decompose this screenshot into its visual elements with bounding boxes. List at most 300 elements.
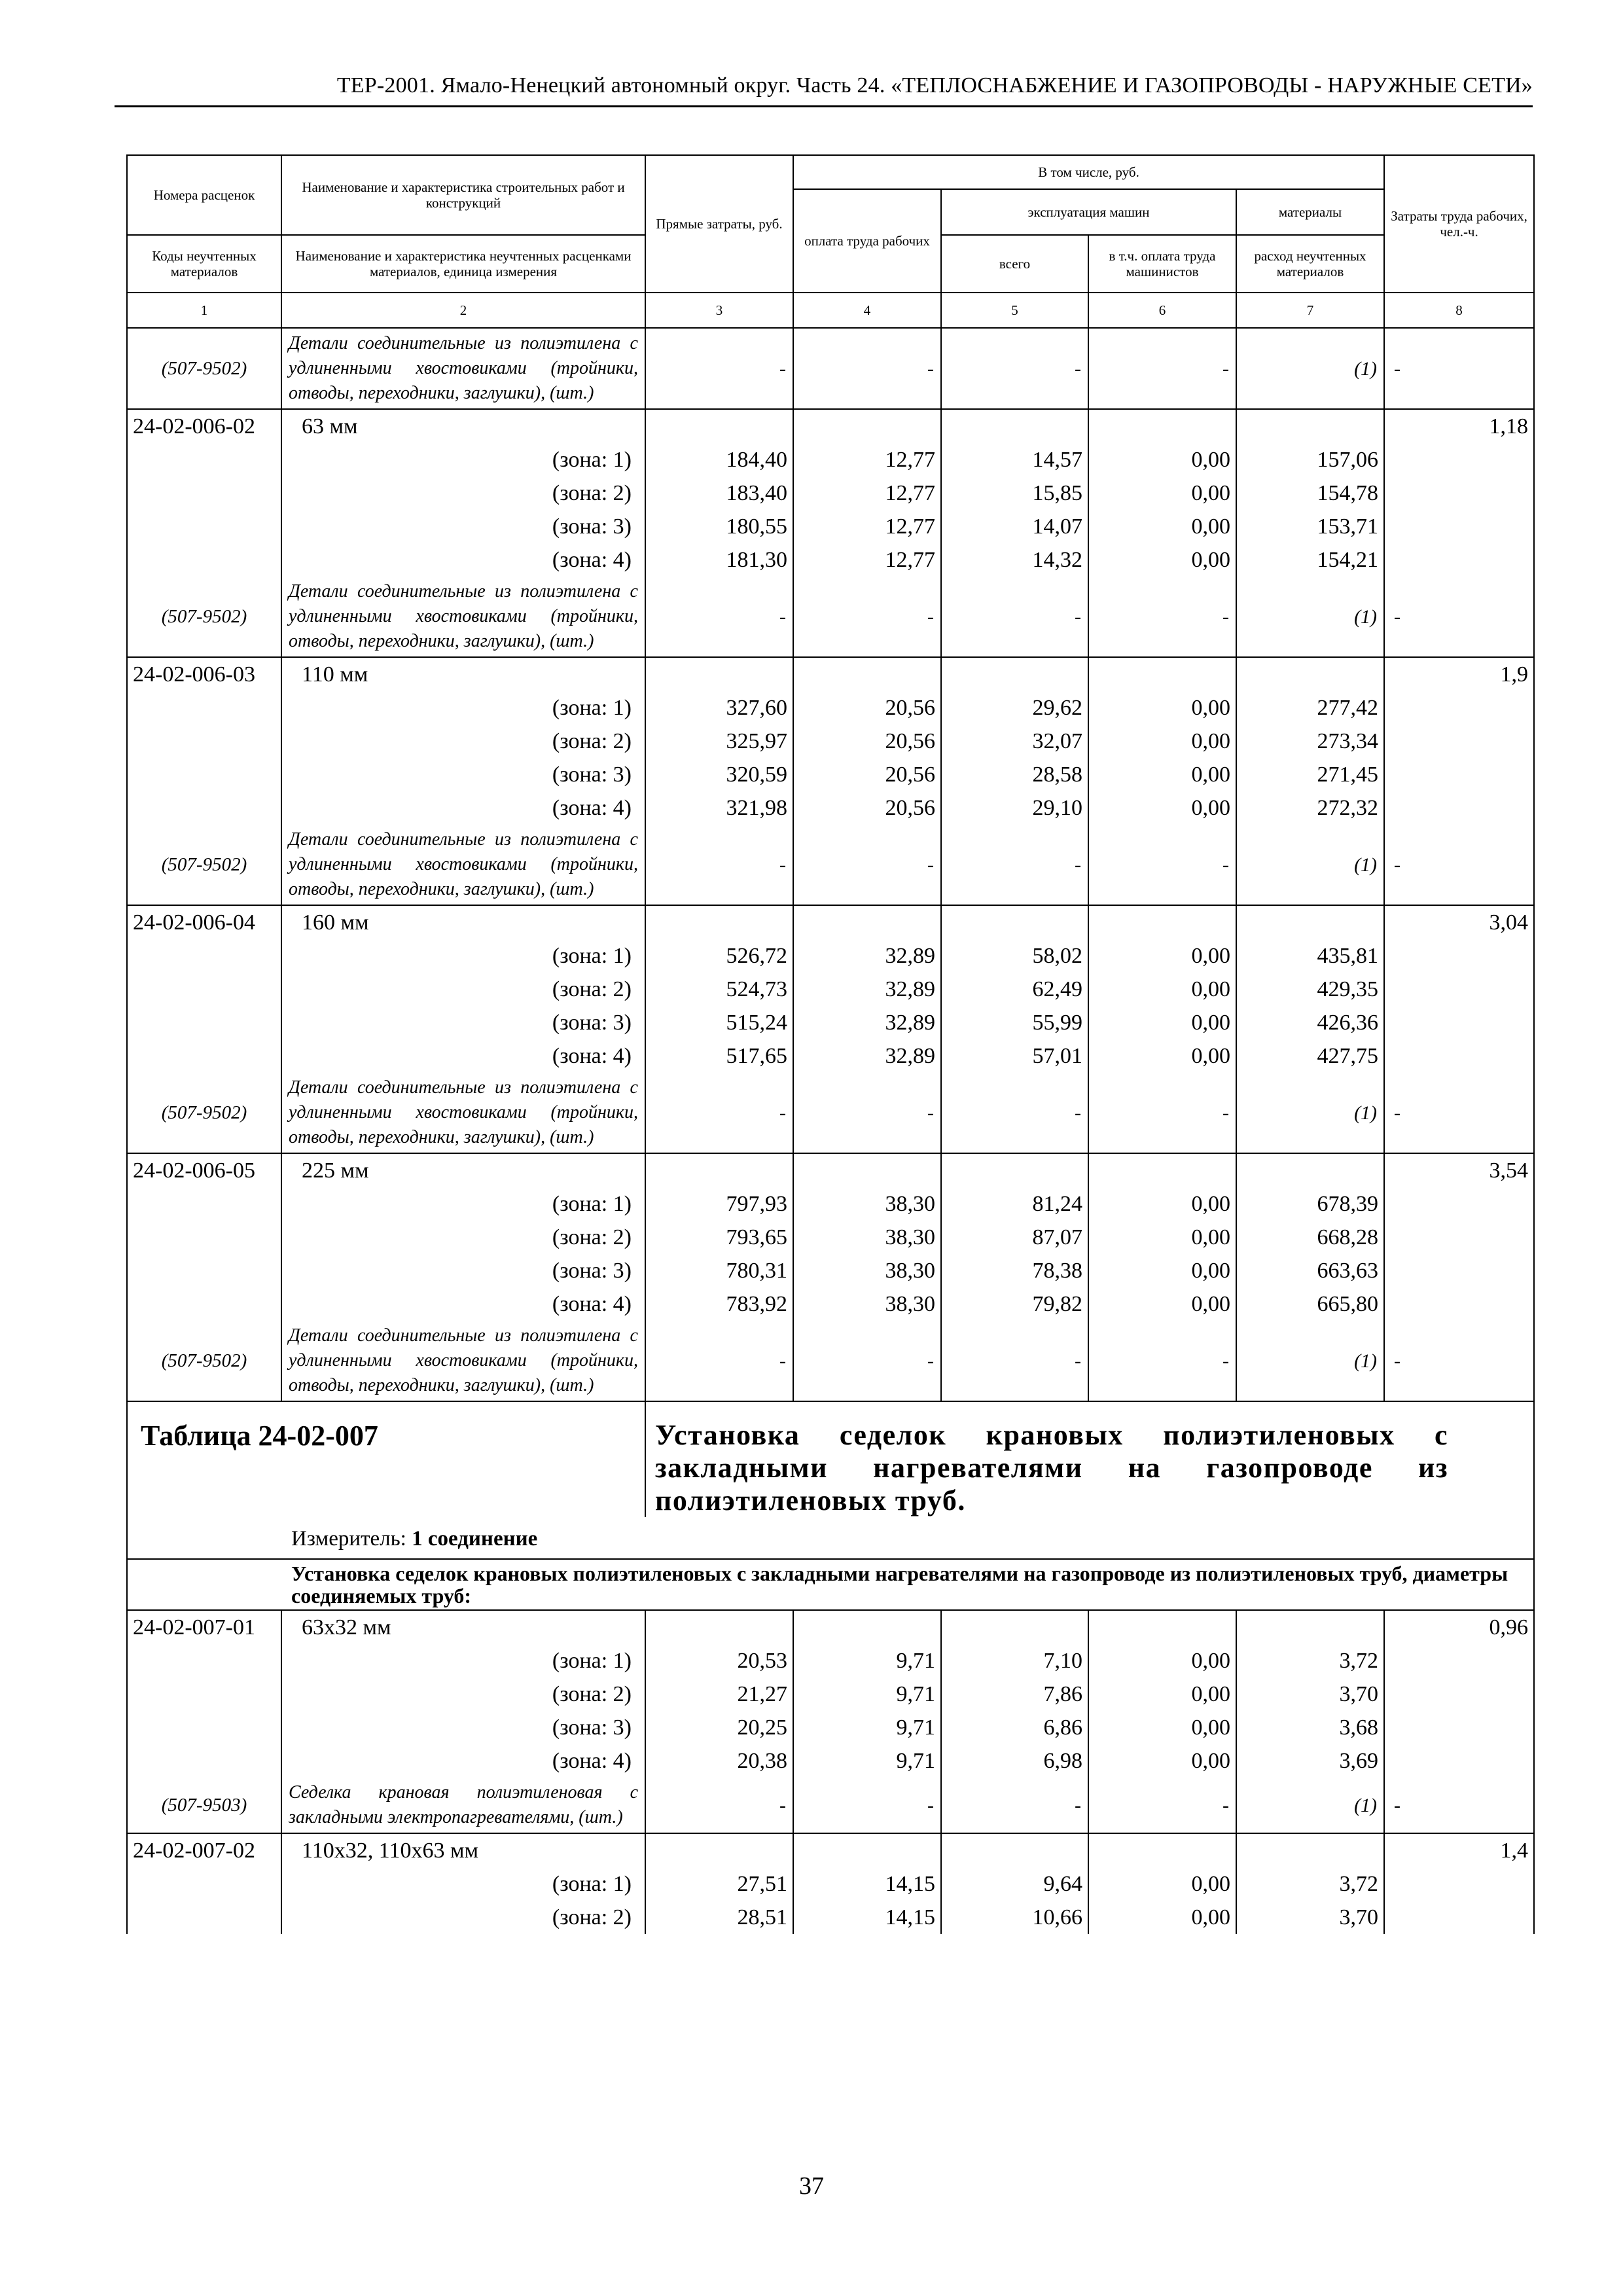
labor-pay-value: 38,30 xyxy=(793,1187,941,1221)
empty-cell xyxy=(793,1153,941,1187)
labor-pay-value: 38,30 xyxy=(793,1287,941,1321)
table-body-006 xyxy=(127,328,1534,1401)
labor-pay-value: 32,89 xyxy=(793,1006,941,1039)
machinist-pay-value: 0,00 xyxy=(1088,543,1236,577)
machine-total-value: 7,10 xyxy=(941,1644,1088,1677)
empty-cell xyxy=(1088,657,1236,691)
material-dash: - xyxy=(793,1778,941,1833)
material-dash: - xyxy=(645,328,793,409)
material-dash: - xyxy=(645,577,793,657)
labor-pay-value: 9,71 xyxy=(793,1644,941,1677)
direct-costs-value: 28,51 xyxy=(645,1901,793,1934)
machinist-pay-value: 0,00 xyxy=(1088,1744,1236,1778)
machinist-pay-value: 0,00 xyxy=(1088,1711,1236,1744)
machine-total-value: 14,57 xyxy=(941,443,1088,476)
zone-label: (зона: 1) xyxy=(281,939,645,973)
material-dash: - xyxy=(941,825,1088,905)
work-name: 63 мм xyxy=(281,409,645,443)
header-material-codes: Коды неучтенных материалов xyxy=(127,235,281,293)
empty-cell xyxy=(1088,1833,1236,1867)
machinist-pay-value: 0,00 xyxy=(1088,510,1236,543)
material-dash: - xyxy=(1088,1321,1236,1401)
zone-label: (зона: 1) xyxy=(281,1187,645,1221)
col-number: 3 xyxy=(645,293,793,328)
material-unit: (1) xyxy=(1236,328,1384,409)
empty-cell xyxy=(645,1610,793,1644)
table-title: Установка седелок крановых полиэтиленовых с закладными нагревателями на газопроводе из полиэтиленовых труб. xyxy=(655,1419,1449,1516)
material-code: (507-9502) xyxy=(127,577,281,657)
material-row xyxy=(127,1073,1534,1153)
material-description: Детали соединительные из полиэтилена с удлиненными хвостовиками (тройники, отводы, переходники, заглушки), (шт.) xyxy=(281,328,645,409)
machine-total-value: 14,07 xyxy=(941,510,1088,543)
work-name: 63х32 мм xyxy=(281,1610,645,1644)
zone-row xyxy=(127,973,1534,1006)
materials-value: 277,42 xyxy=(1236,691,1384,725)
price-table xyxy=(126,154,1535,1934)
header-including: В том числе, руб. xyxy=(793,155,1384,189)
col-number: 1 xyxy=(127,293,281,328)
materials-value: 154,78 xyxy=(1236,476,1384,510)
machinist-pay-value: 0,00 xyxy=(1088,791,1236,825)
machine-total-value: 9,64 xyxy=(941,1867,1088,1901)
labor-pay-value: 9,71 xyxy=(793,1711,941,1744)
zone-row xyxy=(127,543,1534,577)
zone-row xyxy=(127,1901,1534,1934)
materials-value: 3,72 xyxy=(1236,1867,1384,1901)
direct-costs-value: 783,92 xyxy=(645,1287,793,1321)
labor-pay-value: 32,89 xyxy=(793,1039,941,1073)
material-dash: - xyxy=(1088,1778,1236,1833)
table-row xyxy=(127,1153,1534,1187)
machinist-pay-value: 0,00 xyxy=(1088,1677,1236,1711)
zone-row xyxy=(127,1644,1534,1677)
machine-total-value: 79,82 xyxy=(941,1287,1088,1321)
material-dash: - xyxy=(793,328,941,409)
material-dash: - xyxy=(793,1321,941,1401)
machine-total-value: 15,85 xyxy=(941,476,1088,510)
material-dash: - xyxy=(1384,1321,1534,1401)
machinist-pay-value: 0,00 xyxy=(1088,973,1236,1006)
zone-label: (зона: 3) xyxy=(281,1006,645,1039)
zone-label: (зона: 2) xyxy=(281,1677,645,1711)
zone-label: (зона: 3) xyxy=(281,1254,645,1287)
empty-cell xyxy=(941,1153,1088,1187)
machine-total-value: 58,02 xyxy=(941,939,1088,973)
material-row xyxy=(127,1778,1534,1833)
direct-costs-value: 184,40 xyxy=(645,443,793,476)
materials-value: 3,68 xyxy=(1236,1711,1384,1744)
zone-row xyxy=(127,1187,1534,1221)
empty-cell xyxy=(793,1610,941,1644)
machine-total-value: 81,24 xyxy=(941,1187,1088,1221)
labor-cost: 1,18 xyxy=(1384,409,1534,577)
header-price-numbers: Номера расценок xyxy=(127,155,281,235)
direct-costs-value: 180,55 xyxy=(645,510,793,543)
work-name: 160 мм xyxy=(281,905,645,939)
zone-row xyxy=(127,791,1534,825)
zone-row xyxy=(127,1254,1534,1287)
labor-pay-value: 9,71 xyxy=(793,1677,941,1711)
table-row xyxy=(127,905,1534,939)
empty-cell xyxy=(941,657,1088,691)
zone-row xyxy=(127,1221,1534,1254)
labor-pay-value: 38,30 xyxy=(793,1254,941,1287)
machinist-pay-value: 0,00 xyxy=(1088,1187,1236,1221)
price-code: 24-02-007-01 xyxy=(127,1610,281,1778)
material-code: (507-9502) xyxy=(127,1073,281,1153)
labor-pay-value: 12,77 xyxy=(793,543,941,577)
table-row xyxy=(127,1833,1534,1867)
machinist-pay-value: 0,00 xyxy=(1088,1254,1236,1287)
material-dash: - xyxy=(1384,825,1534,905)
labor-cost: 1,4 xyxy=(1384,1833,1534,1934)
empty-cell xyxy=(1088,409,1236,443)
col-number: 6 xyxy=(1088,293,1236,328)
empty-cell xyxy=(645,409,793,443)
materials-value: 668,28 xyxy=(1236,1221,1384,1254)
col-number: 4 xyxy=(793,293,941,328)
direct-costs-value: 325,97 xyxy=(645,725,793,758)
table-row xyxy=(127,1610,1534,1644)
zone-row xyxy=(127,1744,1534,1778)
measure-cell xyxy=(127,1517,1534,1559)
header-machine-operation: эксплуатация машин xyxy=(941,189,1236,235)
materials-value: 272,32 xyxy=(1236,791,1384,825)
zone-label: (зона: 1) xyxy=(281,1644,645,1677)
machinist-pay-value: 0,00 xyxy=(1088,476,1236,510)
material-code: (507-9502) xyxy=(127,328,281,409)
empty-cell xyxy=(1236,905,1384,939)
header-labor-pay: оплата труда рабочих xyxy=(793,189,941,293)
col-number: 7 xyxy=(1236,293,1384,328)
materials-value: 153,71 xyxy=(1236,510,1384,543)
material-dash: - xyxy=(941,577,1088,657)
direct-costs-value: 20,25 xyxy=(645,1711,793,1744)
direct-costs-value: 21,27 xyxy=(645,1677,793,1711)
machinist-pay-value: 0,00 xyxy=(1088,1901,1236,1934)
labor-pay-value: 20,56 xyxy=(793,691,941,725)
machinist-pay-value: 0,00 xyxy=(1088,758,1236,791)
zone-row xyxy=(127,725,1534,758)
zone-row xyxy=(127,510,1534,543)
material-dash: - xyxy=(645,825,793,905)
table-code: Таблица 24-02-007 xyxy=(141,1420,378,1452)
direct-costs-value: 327,60 xyxy=(645,691,793,725)
work-name: 225 мм xyxy=(281,1153,645,1187)
zone-label: (зона: 3) xyxy=(281,510,645,543)
material-dash: - xyxy=(941,328,1088,409)
machine-total-value: 10,66 xyxy=(941,1901,1088,1934)
header-direct-costs: Прямые затраты, руб. xyxy=(645,155,793,293)
page-number: 37 xyxy=(799,2172,824,2200)
material-unit: (1) xyxy=(1236,577,1384,657)
material-row xyxy=(127,825,1534,905)
direct-costs-value: 793,65 xyxy=(645,1221,793,1254)
header-labor-costs: Затраты труда рабочих, чел.-ч. xyxy=(1384,155,1534,293)
empty-cell xyxy=(1236,1610,1384,1644)
price-code: 24-02-006-02 xyxy=(127,409,281,577)
direct-costs-value: 27,51 xyxy=(645,1867,793,1901)
table-row xyxy=(127,409,1534,443)
price-code: 24-02-006-04 xyxy=(127,905,281,1073)
materials-value: 157,06 xyxy=(1236,443,1384,476)
zone-row xyxy=(127,1006,1534,1039)
machine-total-value: 29,62 xyxy=(941,691,1088,725)
material-dash: - xyxy=(941,1073,1088,1153)
direct-costs-value: 780,31 xyxy=(645,1254,793,1287)
material-dash: - xyxy=(793,1073,941,1153)
empty-cell xyxy=(793,657,941,691)
header-unaccounted-materials: расход неучтенных материалов xyxy=(1236,235,1384,293)
machine-total-value: 32,07 xyxy=(941,725,1088,758)
direct-costs-value: 797,93 xyxy=(645,1187,793,1221)
machine-total-value: 7,86 xyxy=(941,1677,1088,1711)
material-dash: - xyxy=(1384,328,1534,409)
material-dash: - xyxy=(1384,1778,1534,1833)
header-work-name: Наименование и характеристика строительных работ и конструкций xyxy=(281,155,645,235)
zone-row xyxy=(127,1677,1534,1711)
machinist-pay-value: 0,00 xyxy=(1088,1287,1236,1321)
measure-label: Измеритель: xyxy=(291,1527,406,1551)
labor-cost: 3,54 xyxy=(1384,1153,1534,1321)
materials-value: 3,69 xyxy=(1236,1744,1384,1778)
material-row xyxy=(127,577,1534,657)
material-dash: - xyxy=(793,577,941,657)
measure-line xyxy=(128,1517,1533,1558)
direct-costs-value: 183,40 xyxy=(645,476,793,510)
materials-value: 665,80 xyxy=(1236,1287,1384,1321)
zone-label: (зона: 1) xyxy=(281,1867,645,1901)
material-dash: - xyxy=(1088,328,1236,409)
empty-cell xyxy=(645,1153,793,1187)
materials-value: 427,75 xyxy=(1236,1039,1384,1073)
material-dash: - xyxy=(645,1321,793,1401)
col-number: 2 xyxy=(281,293,645,328)
machine-total-value: 14,32 xyxy=(941,543,1088,577)
zone-label: (зона: 4) xyxy=(281,1744,645,1778)
labor-pay-value: 38,30 xyxy=(793,1221,941,1254)
materials-value: 435,81 xyxy=(1236,939,1384,973)
zone-label: (зона: 2) xyxy=(281,1901,645,1934)
measure-value: 1 соединение xyxy=(412,1527,538,1551)
materials-value: 273,34 xyxy=(1236,725,1384,758)
empty-cell xyxy=(1088,1610,1236,1644)
header-total: всего xyxy=(941,235,1088,293)
table-code-cell xyxy=(127,1401,645,1517)
machine-total-value: 28,58 xyxy=(941,758,1088,791)
labor-cost: 1,9 xyxy=(1384,657,1534,825)
material-code: (507-9502) xyxy=(127,1321,281,1401)
labor-cost: 0,96 xyxy=(1384,1610,1534,1778)
machinist-pay-value: 0,00 xyxy=(1088,1867,1236,1901)
labor-pay-value: 20,56 xyxy=(793,791,941,825)
empty-cell xyxy=(793,409,941,443)
table-header xyxy=(127,155,1534,328)
machinist-pay-value: 0,00 xyxy=(1088,1006,1236,1039)
empty-cell xyxy=(793,1833,941,1867)
material-unit: (1) xyxy=(1236,1321,1384,1401)
materials-value: 3,70 xyxy=(1236,1901,1384,1934)
table-body-007 xyxy=(127,1610,1534,1934)
material-row xyxy=(127,328,1534,409)
material-dash: - xyxy=(1088,825,1236,905)
direct-costs-value: 517,65 xyxy=(645,1039,793,1073)
material-unit: (1) xyxy=(1236,825,1384,905)
empty-cell xyxy=(645,905,793,939)
machinist-pay-value: 0,00 xyxy=(1088,1644,1236,1677)
material-unit: (1) xyxy=(1236,1778,1384,1833)
machine-total-value: 62,49 xyxy=(941,973,1088,1006)
zone-label: (зона: 2) xyxy=(281,1221,645,1254)
labor-pay-value: 32,89 xyxy=(793,939,941,973)
empty-cell xyxy=(645,1833,793,1867)
zone-row xyxy=(127,1711,1534,1744)
work-name: 110х32, 110х63 мм xyxy=(281,1833,645,1867)
direct-costs-value: 20,38 xyxy=(645,1744,793,1778)
labor-pay-value: 32,89 xyxy=(793,973,941,1006)
direct-costs-value: 320,59 xyxy=(645,758,793,791)
material-dash: - xyxy=(941,1778,1088,1833)
zone-label: (зона: 2) xyxy=(281,476,645,510)
material-row xyxy=(127,1321,1534,1401)
material-dash: - xyxy=(793,825,941,905)
labor-pay-value: 20,56 xyxy=(793,758,941,791)
materials-value: 3,70 xyxy=(1236,1677,1384,1711)
empty-cell xyxy=(1088,905,1236,939)
machine-total-value: 87,07 xyxy=(941,1221,1088,1254)
empty-cell xyxy=(1236,1153,1384,1187)
machine-total-value: 29,10 xyxy=(941,791,1088,825)
material-code: (507-9503) xyxy=(127,1778,281,1833)
machine-total-value: 57,01 xyxy=(941,1039,1088,1073)
empty-cell xyxy=(1088,1153,1236,1187)
zone-row xyxy=(127,1287,1534,1321)
empty-cell xyxy=(941,1833,1088,1867)
section-heading-cell xyxy=(127,1559,1534,1610)
machinist-pay-value: 0,00 xyxy=(1088,1039,1236,1073)
material-dash: - xyxy=(1088,1073,1236,1153)
direct-costs-value: 515,24 xyxy=(645,1006,793,1039)
machinist-pay-value: 0,00 xyxy=(1088,691,1236,725)
labor-pay-value: 12,77 xyxy=(793,443,941,476)
direct-costs-value: 321,98 xyxy=(645,791,793,825)
labor-cost: 3,04 xyxy=(1384,905,1534,1073)
empty-cell xyxy=(1236,409,1384,443)
empty-cell xyxy=(941,1610,1088,1644)
zone-label: (зона: 4) xyxy=(281,791,645,825)
empty-cell xyxy=(1236,1833,1384,1867)
direct-costs-value: 20,53 xyxy=(645,1644,793,1677)
materials-value: 663,63 xyxy=(1236,1254,1384,1287)
zone-row xyxy=(127,691,1534,725)
machine-total-value: 6,86 xyxy=(941,1711,1088,1744)
zone-label: (зона: 4) xyxy=(281,543,645,577)
col-number: 5 xyxy=(941,293,1088,328)
materials-value: 678,39 xyxy=(1236,1187,1384,1221)
zone-label: (зона: 1) xyxy=(281,443,645,476)
zone-label: (зона: 2) xyxy=(281,725,645,758)
material-dash: - xyxy=(1088,577,1236,657)
material-dash: - xyxy=(1384,577,1534,657)
machinist-pay-value: 0,00 xyxy=(1088,939,1236,973)
header-materials: материалы xyxy=(1236,189,1384,235)
zone-row xyxy=(127,1039,1534,1073)
machinist-pay-value: 0,00 xyxy=(1088,725,1236,758)
materials-value: 426,36 xyxy=(1236,1006,1384,1039)
material-description: Детали соединительные из полиэтилена с удлиненными хвостовиками (тройники, отводы, переходники, заглушки), (шт.) xyxy=(281,825,645,905)
work-name: 110 мм xyxy=(281,657,645,691)
machine-total-value: 78,38 xyxy=(941,1254,1088,1287)
labor-pay-value: 12,77 xyxy=(793,476,941,510)
material-dash: - xyxy=(1384,1073,1534,1153)
materials-value: 429,35 xyxy=(1236,973,1384,1006)
empty-cell xyxy=(645,657,793,691)
labor-pay-value: 12,77 xyxy=(793,510,941,543)
material-description: Детали соединительные из полиэтилена с удлиненными хвостовиками (тройники, отводы, переходники, заглушки), (шт.) xyxy=(281,1073,645,1153)
material-description: Седелка крановая полиэтиленовая с закладными электропагревателями, (шт.) xyxy=(281,1778,645,1833)
zone-row xyxy=(127,443,1534,476)
direct-costs-value: 181,30 xyxy=(645,543,793,577)
col-number: 8 xyxy=(1384,293,1534,328)
zone-label: (зона: 2) xyxy=(281,973,645,1006)
machinist-pay-value: 0,00 xyxy=(1088,1221,1236,1254)
price-code: 24-02-007-02 xyxy=(127,1833,281,1934)
direct-costs-value: 524,73 xyxy=(645,973,793,1006)
empty-cell xyxy=(941,905,1088,939)
zone-row xyxy=(127,1867,1534,1901)
price-code: 24-02-006-03 xyxy=(127,657,281,825)
machine-total-value: 55,99 xyxy=(941,1006,1088,1039)
header-material-name: Наименование и характеристика неучтенных расценками материалов, единица измерения xyxy=(281,235,645,293)
page-header: ТЕР-2001. Ямало-Ненецкий автономный округ. Часть 24. «ТЕПЛОСНАБЖЕНИЕ И ГАЗОПРОВОДЫ - НАРУЖНЫЕ СЕТИ» xyxy=(115,69,1533,107)
zone-label: (зона: 3) xyxy=(281,1711,645,1744)
zone-row xyxy=(127,758,1534,791)
material-unit: (1) xyxy=(1236,1073,1384,1153)
price-code: 24-02-006-05 xyxy=(127,1153,281,1321)
material-dash: - xyxy=(941,1321,1088,1401)
labor-pay-value: 20,56 xyxy=(793,725,941,758)
labor-pay-value: 14,15 xyxy=(793,1901,941,1934)
zone-row xyxy=(127,476,1534,510)
zone-label: (зона: 1) xyxy=(281,691,645,725)
materials-value: 3,72 xyxy=(1236,1644,1384,1677)
materials-value: 154,21 xyxy=(1236,543,1384,577)
empty-cell xyxy=(793,905,941,939)
table-title-cell xyxy=(645,1401,1534,1517)
empty-cell xyxy=(1236,657,1384,691)
material-description: Детали соединительные из полиэтилена с удлиненными хвостовиками (тройники, отводы, переходники, заглушки), (шт.) xyxy=(281,577,645,657)
zone-label: (зона: 3) xyxy=(281,758,645,791)
header-incl-machinists: в т.ч. оплата труда машинистов xyxy=(1088,235,1236,293)
zone-row xyxy=(127,939,1534,973)
material-description: Детали соединительные из полиэтилена с удлиненными хвостовиками (тройники, отводы, переходники, заглушки), (шт.) xyxy=(281,1321,645,1401)
material-code: (507-9502) xyxy=(127,825,281,905)
labor-pay-value: 9,71 xyxy=(793,1744,941,1778)
table-row xyxy=(127,657,1534,691)
labor-pay-value: 14,15 xyxy=(793,1867,941,1901)
section-heading: Установка седелок крановых полиэтиленовых с закладными нагревателями на газопроводе из полиэтиленовых труб, диаметры соединяемых труб: xyxy=(291,1562,1508,1607)
zone-label: (зона: 4) xyxy=(281,1039,645,1073)
empty-cell xyxy=(941,409,1088,443)
materials-value: 271,45 xyxy=(1236,758,1384,791)
machinist-pay-value: 0,00 xyxy=(1088,443,1236,476)
machine-total-value: 6,98 xyxy=(941,1744,1088,1778)
table-title-block xyxy=(127,1401,1534,1610)
material-dash: - xyxy=(645,1778,793,1833)
direct-costs-value: 526,72 xyxy=(645,939,793,973)
zone-label: (зона: 4) xyxy=(281,1287,645,1321)
material-dash: - xyxy=(645,1073,793,1153)
